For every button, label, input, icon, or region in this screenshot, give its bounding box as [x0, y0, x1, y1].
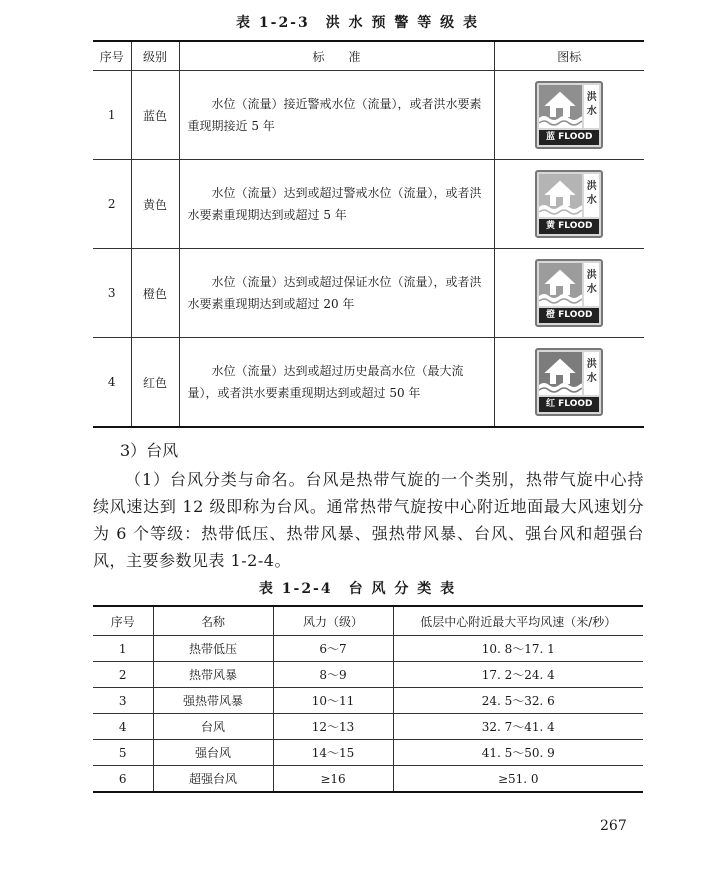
row-no: 1 — [93, 71, 131, 160]
row-standard: 水位（流量）达到或超过警戒水位（流量），或者洪水要素重现期达到或超过 5 年 — [179, 160, 494, 249]
row-speed: 24. 5～32. 6 — [393, 688, 643, 714]
section-heading: 3）台风 — [120, 441, 179, 460]
flood-icon-label: 黄 FLOOD — [539, 219, 599, 234]
row-no: 1 — [93, 636, 153, 662]
row-force: 8～9 — [273, 662, 393, 688]
table-header-row — [93, 41, 644, 71]
row-force: 14～15 — [273, 740, 393, 766]
row-standard: 水位（流量）达到或超过保证水位（流量），或者洪水要素重现期达到或超过 20 年 — [179, 249, 494, 338]
row-force: 12～13 — [273, 714, 393, 740]
row-standard: 水位（流量）达到或超过历史最高水位（最大流量），或者洪水要素重现期达到或超过 50 年 — [179, 338, 494, 428]
house-flood-icon — [539, 174, 582, 217]
row-level: 橙色 — [131, 249, 179, 338]
table-row — [93, 662, 643, 688]
header-no: 序号 — [93, 41, 131, 71]
row-name: 超强台风 — [153, 766, 273, 793]
table2-caption: 表 1-2-4 台 风 分 类 表 — [258, 581, 457, 597]
row-speed: ≥51. 0 — [393, 766, 643, 793]
row-speed: 32. 7～41. 4 — [393, 714, 643, 740]
row-level: 红色 — [131, 338, 179, 428]
header-no: 序号 — [93, 606, 153, 636]
row-no: 4 — [93, 338, 131, 428]
header-icon: 图标 — [494, 41, 644, 71]
table-row — [93, 766, 643, 793]
table-row — [93, 249, 644, 338]
table-row — [93, 338, 644, 428]
table-row — [93, 71, 644, 160]
row-no: 2 — [93, 160, 131, 249]
row-name: 台风 — [153, 714, 273, 740]
row-no: 6 — [93, 766, 153, 793]
table1-caption: 表 1-2-3 洪 水 预 警 等 级 表 — [236, 15, 479, 31]
house-flood-icon — [539, 85, 582, 128]
flood-icon-side-text: 洪水 — [584, 352, 599, 395]
row-speed: 41. 5～50. 9 — [393, 740, 643, 766]
row-force: 10～11 — [273, 688, 393, 714]
page-number: 267 — [600, 818, 627, 834]
flood-icon-side-text: 洪水 — [584, 174, 599, 217]
row-no: 5 — [93, 740, 153, 766]
header-speed: 低层中心附近最大平均风速（米/秒） — [393, 606, 643, 636]
typhoon-classification-table — [93, 605, 643, 793]
flood-icon-label: 红 FLOOD — [539, 397, 599, 412]
table-row — [93, 714, 643, 740]
row-icon-cell — [494, 71, 644, 160]
row-name: 热带风暴 — [153, 662, 273, 688]
row-no: 3 — [93, 249, 131, 338]
row-no: 2 — [93, 662, 153, 688]
body-paragraph: （1）台风分类与命名。台风是热带气旋的一个类别，热带气旋中心持续风速达到 12 级即称为台风。通常热带气旋按中心附近地面最大风速划分为 6 个等级：热带低压、热带风暴、强热带风暴、台风、强台风和超强台风，主要参数见表 1-2-4。 — [93, 470, 644, 570]
row-force: ≥16 — [273, 766, 393, 793]
header-name: 名称 — [153, 606, 273, 636]
table-row — [93, 688, 643, 714]
row-name: 强热带风暴 — [153, 688, 273, 714]
row-force: 6～7 — [273, 636, 393, 662]
header-force: 风力（级） — [273, 606, 393, 636]
row-level: 蓝色 — [131, 71, 179, 160]
flood-icon-label: 蓝 FLOOD — [539, 130, 599, 145]
flood-warning-table — [93, 40, 644, 428]
row-name: 强台风 — [153, 740, 273, 766]
row-icon-cell — [494, 338, 644, 428]
row-level: 黄色 — [131, 160, 179, 249]
row-speed: 10. 8～17. 1 — [393, 636, 643, 662]
row-no: 4 — [93, 714, 153, 740]
table-row — [93, 636, 643, 662]
flood-warning-icon — [535, 259, 603, 327]
row-icon-cell — [494, 160, 644, 249]
flood-warning-icon — [535, 170, 603, 238]
flood-icon-label: 橙 FLOOD — [539, 308, 599, 323]
flood-icon-side-text: 洪水 — [584, 85, 599, 128]
table-row — [93, 740, 643, 766]
flood-icon-side-text: 洪水 — [584, 263, 599, 306]
header-standard: 标 准 — [179, 41, 494, 71]
house-flood-icon — [539, 263, 582, 306]
row-speed: 17. 2～24. 4 — [393, 662, 643, 688]
table-row — [93, 160, 644, 249]
row-name: 热带低压 — [153, 636, 273, 662]
row-icon-cell — [494, 249, 644, 338]
row-standard: 水位（流量）接近警戒水位（流量），或者洪水要素重现期接近 5 年 — [179, 71, 494, 160]
row-no: 3 — [93, 688, 153, 714]
header-level: 级别 — [131, 41, 179, 71]
flood-warning-icon — [535, 81, 603, 149]
flood-warning-icon — [535, 348, 603, 416]
table-header-row — [93, 606, 643, 636]
house-flood-icon — [539, 352, 582, 395]
